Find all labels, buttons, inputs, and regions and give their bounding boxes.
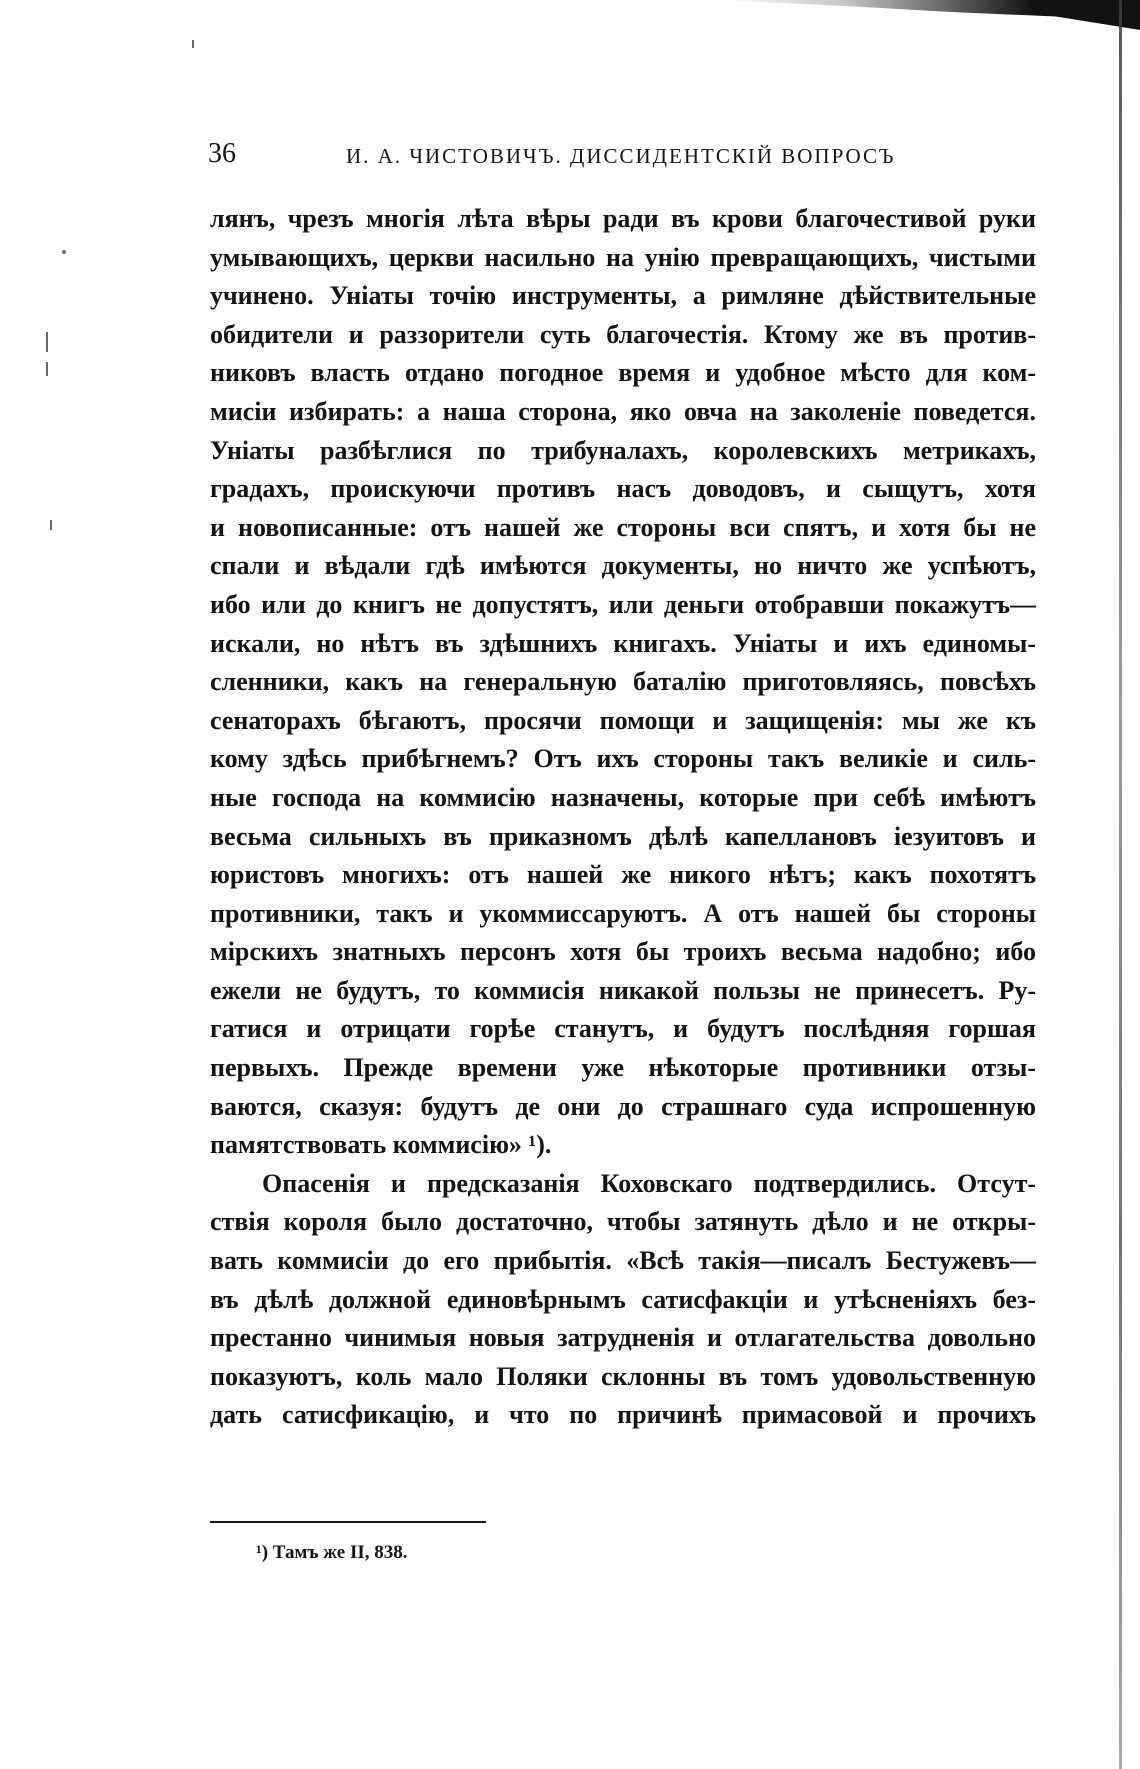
page-header bbox=[208, 138, 1038, 174]
text-line: и новописанные: отъ нашей же стороны вси спятъ, и хотя бы не bbox=[210, 512, 1036, 542]
text-line: мисіи избирать: а наша сторона, яко овча на заколеніе поведется. bbox=[210, 396, 1036, 426]
text-line: гатися и отрицати горѣе станутъ, и будутъ послѣдняя горшая bbox=[210, 1014, 1036, 1044]
text-line: показуютъ, коль мало Поляки склонны въ томъ удовольственную bbox=[210, 1361, 1036, 1391]
text-line: въ дѣлѣ должной единовѣрнымъ сатисфакціи и утѣсненіяхъ без- bbox=[210, 1284, 1036, 1314]
text-line: обидители и раззорители суть благочестія. Ктому же въ против- bbox=[210, 319, 1036, 349]
text-line: учинено. Уніаты точію инструменты, а римляне дѣйствительные bbox=[210, 281, 1036, 311]
footnote-rule bbox=[210, 1521, 486, 1523]
running-head: И. А. ЧИСТОВИЧЪ. ДИССИДЕНТСКІЙ ВОПРОСЪ bbox=[346, 144, 896, 168]
text-line: Уніаты разбѣглися по трибуналахъ, королевскихъ метрикахъ, bbox=[210, 435, 1036, 465]
text-line: мірскихъ знатныхъ персонъ хотя бы троихъ весьма надобно; ибо bbox=[210, 937, 1036, 967]
text-line: ибо или до книгъ не допустятъ, или деньги отобравши покажутъ— bbox=[210, 589, 1036, 619]
scan-artifact-mark bbox=[192, 40, 194, 48]
text-line: ные господа на коммисію назначены, которые при себѣ имѣютъ bbox=[210, 782, 1036, 812]
text-line: Опасенія и предсказанія Коховскаго подтвердились. Отсут- bbox=[262, 1168, 1036, 1198]
text-line: кому здѣсь прибѣгнемъ? Отъ ихъ стороны такъ великіе и силь- bbox=[210, 744, 1036, 774]
text-line: противники, такъ и укоммиссаруютъ. А отъ нашей бы стороны bbox=[210, 898, 1036, 928]
text-line: сенаторахъ бѣгаютъ, просячи помощи и защищенія: мы же къ bbox=[210, 705, 1036, 735]
text-line: престанно чинимыя новыя затрудненія и отлагательства довольно bbox=[210, 1323, 1036, 1353]
text-line: весьма сильныхъ въ приказномъ дѣлѣ капеллановъ іезуитовъ и bbox=[210, 821, 1036, 851]
scan-artifact-edge bbox=[1119, 0, 1122, 1769]
text-line: вать коммисіи до его прибытія. «Всѣ такія—писалъ Бестужевъ— bbox=[210, 1246, 1036, 1276]
text-line: юристовъ многихъ: отъ нашей же никого нѣтъ; какъ похотятъ bbox=[210, 860, 1036, 890]
text-line: искали, но нѣтъ въ здѣшнихъ книгахъ. Уніаты и ихъ единомы- bbox=[210, 628, 1036, 658]
text-line: дать сатисфикацію, и что по причинѣ примасовой и прочихъ bbox=[210, 1400, 1036, 1430]
text-line: первыхъ. Прежде времени уже нѣкоторые противники отзы- bbox=[210, 1053, 1036, 1083]
scan-artifact-mark bbox=[62, 250, 66, 254]
scan-artifact-top bbox=[720, 0, 1140, 30]
text-line: никовъ власть отдано погодное время и удобное мѣсто для ком- bbox=[210, 358, 1036, 388]
text-line: спали и вѣдали гдѣ имѣются документы, но ничто же успѣютъ, bbox=[210, 551, 1036, 581]
text-line: памятствовать коммисію» ¹). bbox=[210, 1130, 552, 1160]
text-line: лянъ, чрезъ многія лѣта вѣры ради въ крови благочестивой руки bbox=[210, 204, 1036, 233]
text-line: сленники, какъ на генеральную баталію приготовляясь, повсѣхъ bbox=[210, 667, 1036, 697]
body-text bbox=[210, 200, 1036, 1435]
text-line: ствія короля было достаточно, чтобы затянуть дѣло и не откры- bbox=[210, 1207, 1036, 1237]
text-line: ежели не будутъ, то коммисія никакой пользы не принесетъ. Ру- bbox=[210, 975, 1036, 1005]
text-line: умывающихъ, церкви насильно на унію превращающихъ, чистыми bbox=[210, 242, 1036, 272]
footnote: ¹) Тамъ же II, 838. bbox=[256, 1542, 408, 1563]
scan-artifact-mark bbox=[46, 362, 48, 376]
text-line: градахъ, проискуючи противъ насъ доводовъ, и сыщутъ, хотя bbox=[210, 474, 1036, 504]
scan-artifact-mark bbox=[50, 520, 52, 530]
text-line: ваются, сказуя: будутъ де они до страшнаго суда испрошенную bbox=[210, 1091, 1036, 1121]
page-number: 36 bbox=[208, 138, 236, 169]
scan-artifact-mark bbox=[46, 332, 48, 352]
